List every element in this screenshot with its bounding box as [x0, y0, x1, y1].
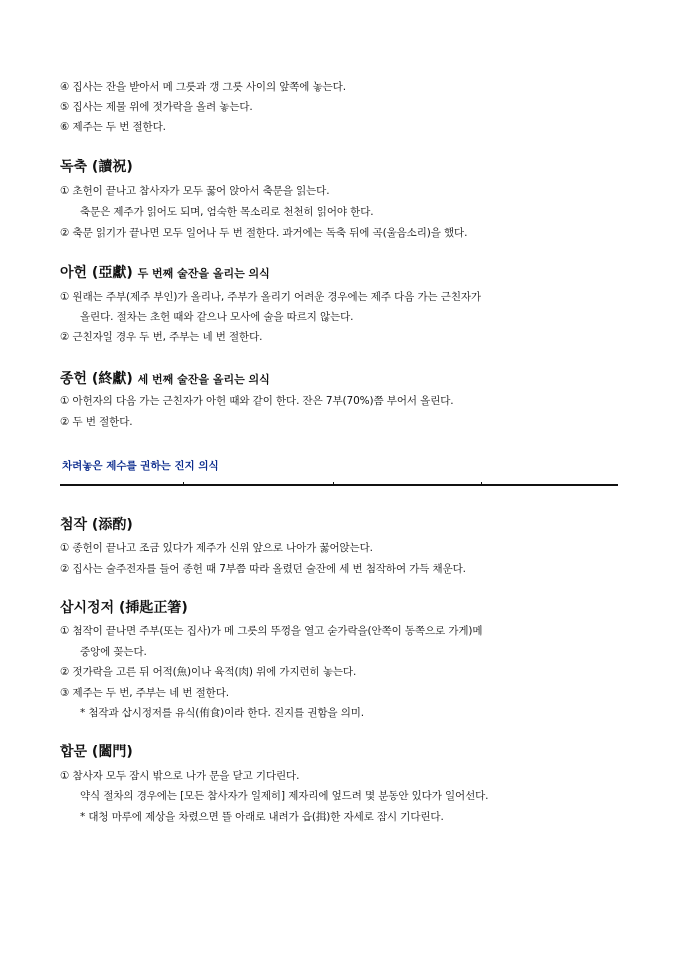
- section-title: 아헌 (亞獻): [60, 265, 133, 281]
- section-heading: 합문 (闔門): [60, 744, 133, 760]
- step-line: ⑥ 제주는 두 번 절한다.: [60, 121, 166, 133]
- step-line: ① 아헌자의 다음 가는 근친자가 아헌 때와 같이 한다. 잔은 7부(70%)쯤 부어서 올린다.: [60, 395, 454, 407]
- step-line: 올린다. 절차는 초헌 때와 같으나 모사에 술을 따르지 않는다.: [80, 311, 354, 323]
- divider-tick: [333, 482, 334, 486]
- divider-rule: [60, 484, 618, 486]
- section-subtitle: 세 번째 술잔을 올리는 의식: [137, 373, 270, 386]
- divider-tick: [481, 482, 482, 486]
- step-line: ① 첨작이 끝나면 주부(또는 집사)가 메 그릇의 뚜껑을 열고 숟가락을(안쪽이 동쪽으로 가게)메: [60, 625, 483, 637]
- step-line: 축문은 제주가 읽어도 되며, 엄숙한 목소리로 천천히 읽어야 한다.: [80, 206, 374, 218]
- step-line: ① 초헌이 끝나고 참사자가 모두 꿇어 앉아서 축문을 읽는다.: [60, 185, 330, 197]
- step-line: ③ 제주는 두 번, 주부는 네 번 절한다.: [60, 687, 230, 699]
- section-heading: [60, 264, 270, 283]
- step-line: 약식 절차의 경우에는 [모든 참사자가 일제히] 제자리에 엎드려 몇 분동안 있다가 일어선다.: [80, 790, 489, 802]
- section-subtitle: 두 번째 술잔을 올리는 의식: [137, 267, 270, 280]
- step-line: 중앙에 꽂는다.: [80, 646, 147, 658]
- step-line: ② 젓가락을 고른 뒤 어적(魚)이나 육적(肉) 위에 가지런히 놓는다.: [60, 666, 357, 678]
- step-line: ② 근친자일 경우 두 번, 주부는 네 번 절한다.: [60, 331, 263, 343]
- step-line: ⑤ 집사는 제물 위에 젓가락을 올려 놓는다.: [60, 101, 253, 113]
- step-line: ② 집사는 술주전자를 들어 종헌 때 7부쯤 따라 올렸던 술잔에 세 번 첨작하여 가득 채운다.: [60, 563, 466, 575]
- note-line: * 첨작과 삽시정저를 유식(侑食)이라 한다. 진지를 권함을 의미.: [80, 707, 365, 719]
- step-line: ① 종헌이 끝나고 조금 있다가 제주가 신위 앞으로 나아가 꿇어앉는다.: [60, 542, 373, 554]
- section-title: 종헌 (終獻): [60, 371, 133, 387]
- note-line: * 대청 마루에 제상을 차렸으면 뜰 아래로 내려가 읍(揖)한 자세로 잠시 기다린다.: [80, 811, 444, 823]
- section-heading: [60, 370, 270, 389]
- step-line: ② 축문 읽기가 끝나면 모두 일어나 두 번 절한다. 과거에는 독축 뒤에 곡(울음소리)을 했다.: [60, 227, 468, 239]
- section-heading: 첨작 (添酌): [60, 517, 133, 533]
- step-line: ④ 집사는 잔을 받아서 메 그릇과 갱 그릇 사이의 앞쪽에 놓는다.: [60, 81, 346, 93]
- section-heading: 삽시정저 (揷匙正箸): [60, 600, 188, 616]
- section-banner: 차려놓은 제수를 권하는 진지 의식: [62, 460, 219, 472]
- step-line: ② 두 번 절한다.: [60, 416, 133, 428]
- section-heading: 독축 (讀祝): [60, 159, 133, 175]
- step-line: ① 원래는 주부(제주 부인)가 올리나, 주부가 올리기 어려운 경우에는 제주 다음 가는 근친자가: [60, 291, 481, 303]
- step-line: ① 참사자 모두 잠시 밖으로 나가 문을 닫고 기다린다.: [60, 770, 300, 782]
- divider-tick: [183, 482, 184, 486]
